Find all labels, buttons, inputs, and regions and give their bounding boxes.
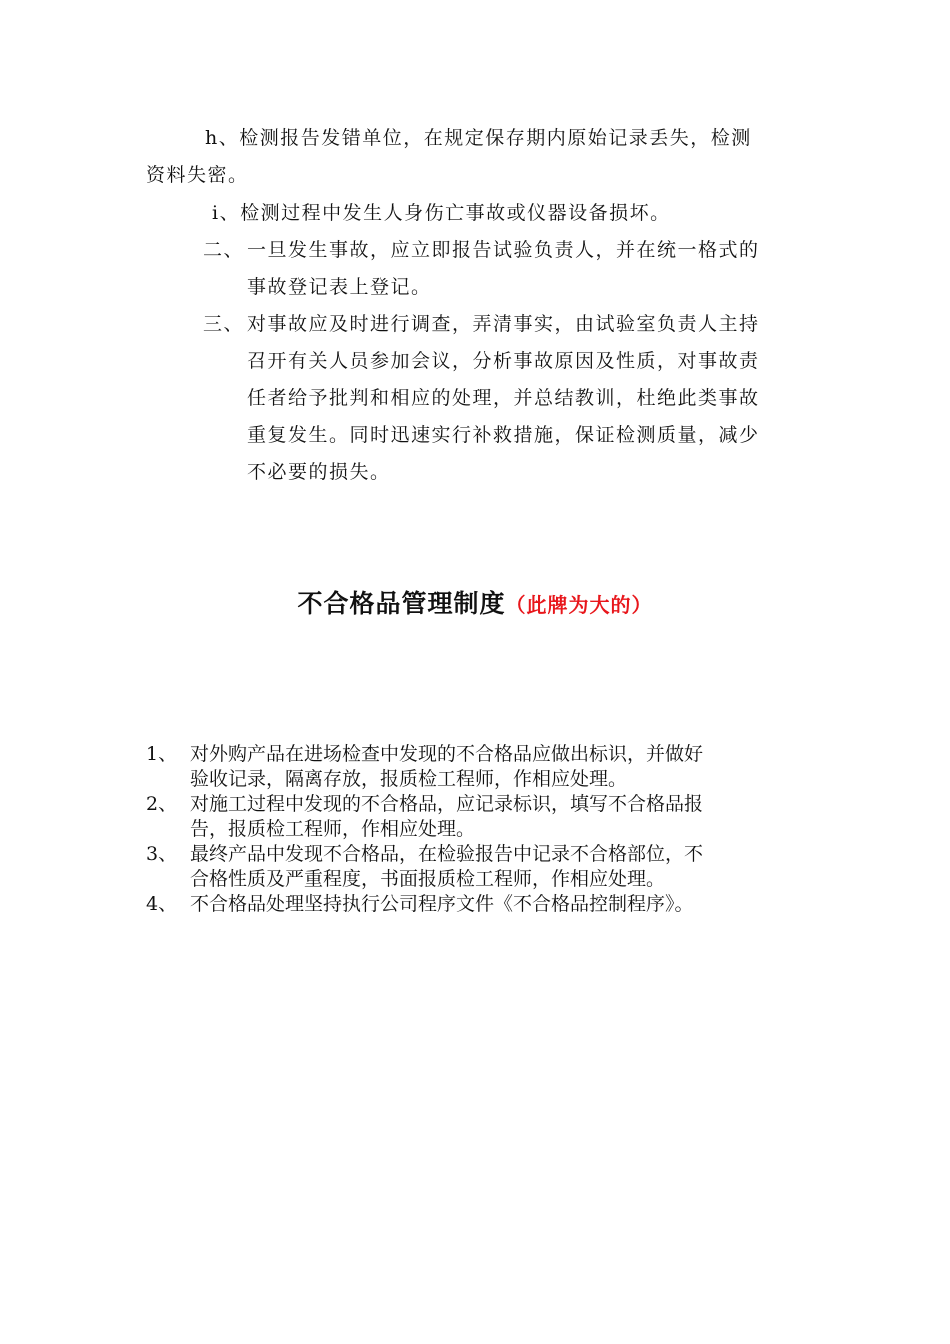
paragraph-i: i、检测过程中发生人身伤亡事故或仪器设备损坏。 xyxy=(212,202,671,224)
list-item-number: 1、 xyxy=(146,743,178,765)
paragraph-three-line-5: 不必要的损失。 xyxy=(247,461,391,483)
list-item-line-1: 最终产品中发现不合格品，在检验报告中记录不合格部位，不 xyxy=(190,843,704,865)
paragraph-three-line-3: 任者给予批判和相应的处理，并总结教训，杜绝此类事故 xyxy=(247,387,760,409)
list-item-line-2: 告，报质检工程师，作相应处理。 xyxy=(190,818,476,840)
list-item-line-2: 合格性质及严重程度，书面报质检工程师，作相应处理。 xyxy=(190,868,666,890)
paragraph-two-line-1: 一旦发生事故，应立即报告试验负责人，并在统一格式的 xyxy=(247,239,760,261)
paragraph-three-line-1: 对事故应及时进行调查，弄清事实，由试验室负责人主持 xyxy=(247,313,760,335)
section-heading xyxy=(0,584,950,620)
paragraph-three-marker: 三、 xyxy=(203,313,245,335)
paragraph-two-line-2: 事故登记表上登记。 xyxy=(247,276,432,298)
paragraph-three-line-2: 召开有关人员参加会议，分析事故原因及性质，对事故责 xyxy=(247,350,760,372)
paragraph-h-line-1: h、检测报告发错单位，在规定保存期内原始记录丢失，检测 xyxy=(205,127,752,149)
list-item-number: 4、 xyxy=(146,893,178,915)
list-item-line-2: 验收记录，隔离存放，报质检工程师，作相应处理。 xyxy=(190,768,628,790)
heading-note: （此牌为大的） xyxy=(505,593,653,617)
list-item-line-1: 对施工过程中发现的不合格品，应记录标识，填写不合格品报 xyxy=(190,793,704,815)
paragraph-two-marker: 二、 xyxy=(203,239,245,261)
list-item-line-1: 不合格品处理坚持执行公司程序文件《不合格品控制程序》。 xyxy=(190,893,694,915)
list-item-number: 3、 xyxy=(146,843,178,865)
paragraph-three-line-4: 重复发生。同时迅速实行补救措施，保证检测质量，减少 xyxy=(247,424,760,446)
list-item-number: 2、 xyxy=(146,793,178,815)
heading-title: 不合格品管理制度 xyxy=(297,589,506,618)
list-item-line-1: 对外购产品在进场检查中发现的不合格品应做出标识，并做好 xyxy=(190,743,704,765)
paragraph-h-line-2: 资料失密。 xyxy=(146,164,249,186)
